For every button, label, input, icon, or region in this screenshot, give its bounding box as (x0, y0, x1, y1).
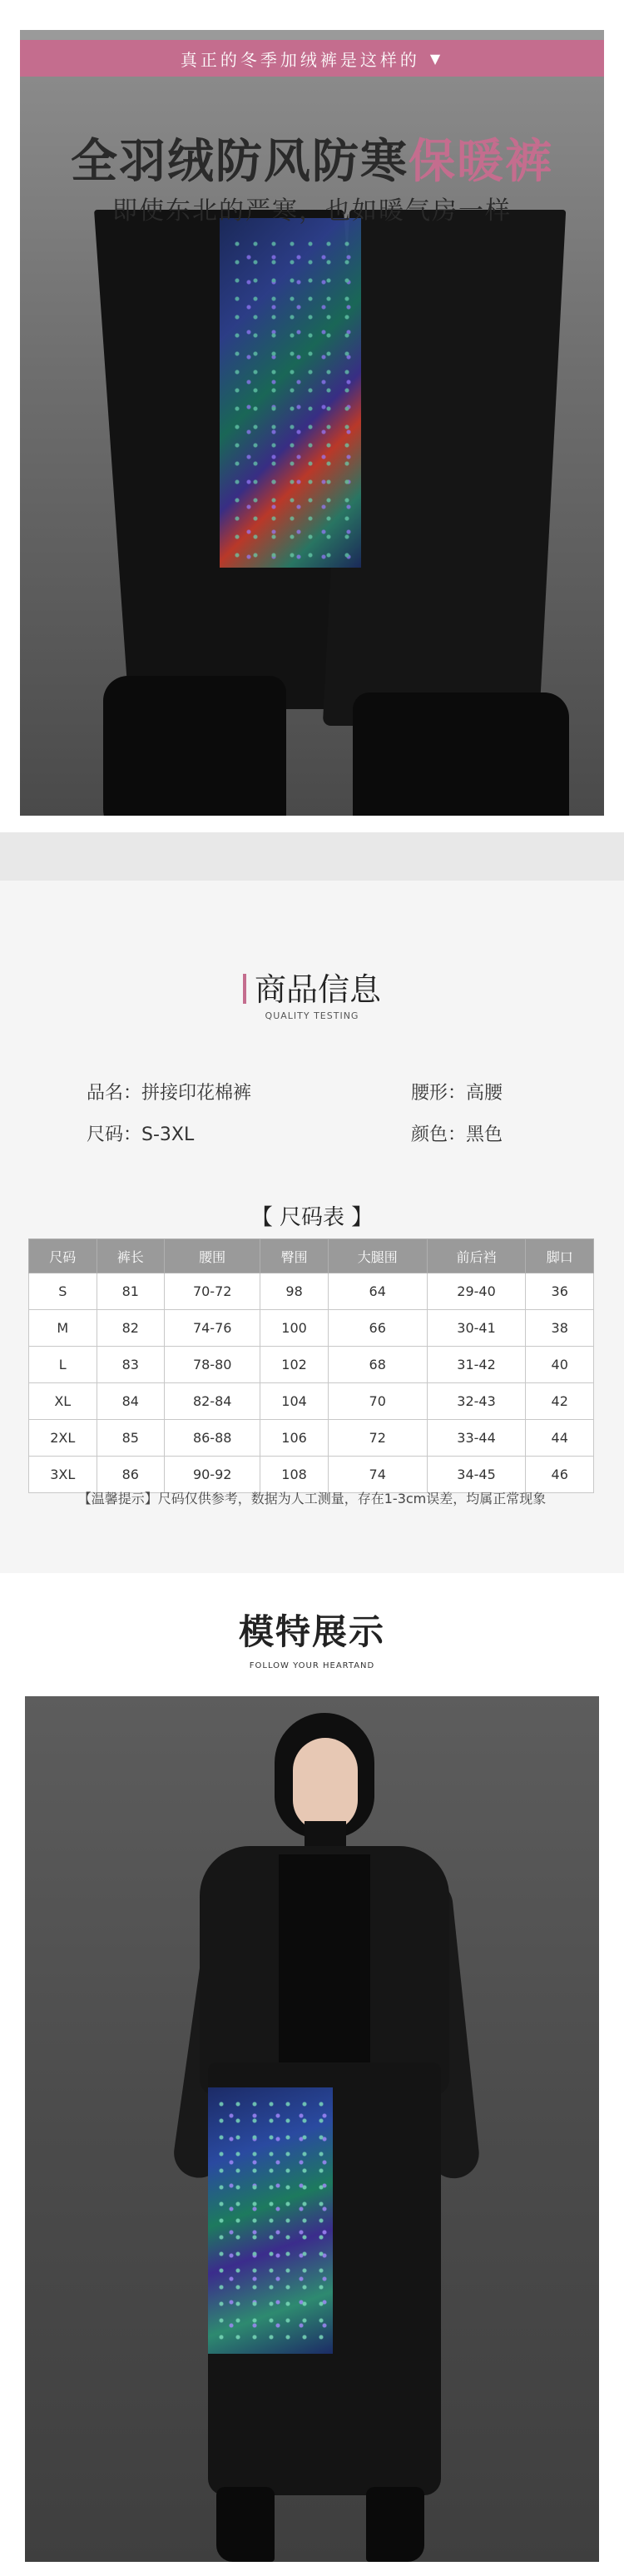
table-cell: XL (29, 1383, 97, 1420)
table-cell: 98 (260, 1273, 329, 1310)
info-title (0, 964, 624, 1010)
info-title-en: QUALITY TESTING (265, 1010, 359, 1021)
table-cell: 83 (97, 1347, 165, 1383)
table-cell: 30-41 (427, 1310, 526, 1347)
floral-print-pattern (228, 235, 353, 559)
table-row (29, 1383, 594, 1420)
table-row (29, 1347, 594, 1383)
table-cell: 29-40 (427, 1273, 526, 1310)
table-cell: 104 (260, 1383, 329, 1420)
model-title: 模特展示 (238, 1611, 385, 1652)
model-boot-right (366, 2487, 424, 2562)
hero-title (0, 125, 624, 191)
table-cell: 38 (526, 1310, 594, 1347)
table-cell: 74 (328, 1457, 427, 1493)
table-cell: 44 (526, 1420, 594, 1457)
table-cell: 33-44 (427, 1420, 526, 1457)
model-photo (25, 1696, 599, 2562)
table-row (29, 1273, 594, 1310)
table-cell: 70 (328, 1383, 427, 1420)
table-cell: 86-88 (165, 1420, 260, 1457)
table-cell: 86 (97, 1457, 165, 1493)
table-row (29, 1457, 594, 1493)
table-cell: 108 (260, 1457, 329, 1493)
section-divider (0, 832, 624, 881)
table-cell: 82 (97, 1310, 165, 1347)
product-waist: 腰形：高腰 (411, 1083, 503, 1104)
info-title-text: 商品信息 (254, 971, 381, 1008)
table-cell: 2XL (29, 1420, 97, 1457)
table-cell: 72 (328, 1420, 427, 1457)
hero-section (0, 0, 624, 832)
table-cell: 64 (328, 1273, 427, 1310)
product-info-section (0, 881, 624, 1573)
table-cell: S (29, 1273, 97, 1310)
table-cell: L (29, 1347, 97, 1383)
table-cell: 102 (260, 1347, 329, 1383)
model-title-en: FOLLOW YOUR HEARTAND (249, 1661, 375, 1670)
table-cell: 82-84 (165, 1383, 260, 1420)
table-cell: 84 (97, 1383, 165, 1420)
table-cell: 40 (526, 1347, 594, 1383)
size-table-title: 【 尺码表 】 (250, 1205, 374, 1230)
size-tip: 【温馨提示】尺码仅供参考，数据为人工测量，存在1-3cm误差，均属正常现象 (77, 1491, 547, 1506)
table-cell: 46 (526, 1457, 594, 1493)
table-cell: 31-42 (427, 1347, 526, 1383)
hero-banner (20, 40, 604, 77)
header-cell: 尺码 (29, 1239, 97, 1273)
table-cell: 70-72 (165, 1273, 260, 1310)
size-table-header-row (29, 1239, 594, 1273)
table-cell: 90-92 (165, 1457, 260, 1493)
table-cell: 106 (260, 1420, 329, 1457)
header-cell: 裤长 (97, 1239, 165, 1273)
model-face (293, 1738, 358, 1831)
product-size-range: 尺码：S-3XL (87, 1124, 195, 1145)
table-cell: 3XL (29, 1457, 97, 1493)
hero-title-highlight: 保暖裤 (409, 135, 553, 189)
boot-left (103, 676, 286, 816)
table-cell: 78-80 (165, 1347, 260, 1383)
table-cell: M (29, 1310, 97, 1347)
header-cell: 臀围 (260, 1239, 329, 1273)
hero-banner-text: 真正的冬季加绒裤是这样的 (180, 49, 420, 70)
hero-title-main: 全羽绒防风防寒 (71, 135, 409, 189)
hero-subtitle: 即使东北的严寒，也如暖气房一样 (112, 196, 512, 226)
table-cell: 85 (97, 1420, 165, 1457)
size-table (28, 1238, 594, 1493)
product-color: 颜色：黑色 (411, 1124, 503, 1145)
table-cell: 74-76 (165, 1310, 260, 1347)
model-boot-left (216, 2487, 275, 2562)
table-cell: 32-43 (427, 1383, 526, 1420)
model-inner-top (279, 1854, 370, 2062)
product-name: 品名：拼接印花棉裤 (87, 1083, 252, 1104)
boot-right (353, 692, 569, 816)
table-cell: 81 (97, 1273, 165, 1310)
header-cell: 前后裆 (427, 1239, 526, 1273)
triangle-down-icon: ▼ (429, 50, 444, 67)
table-cell: 100 (260, 1310, 329, 1347)
header-cell: 脚口 (526, 1239, 594, 1273)
table-cell: 34-45 (427, 1457, 526, 1493)
header-cell: 大腿围 (328, 1239, 427, 1273)
model-pants-print-pattern (213, 2096, 329, 2345)
table-cell: 36 (526, 1273, 594, 1310)
table-cell: 42 (526, 1383, 594, 1420)
table-cell: 66 (328, 1310, 427, 1347)
model-section (0, 1573, 624, 2576)
table-row (29, 1420, 594, 1457)
table-row (29, 1310, 594, 1347)
table-cell: 68 (328, 1347, 427, 1383)
header-cell: 腰围 (165, 1239, 260, 1273)
title-accent-bar (243, 974, 246, 1004)
